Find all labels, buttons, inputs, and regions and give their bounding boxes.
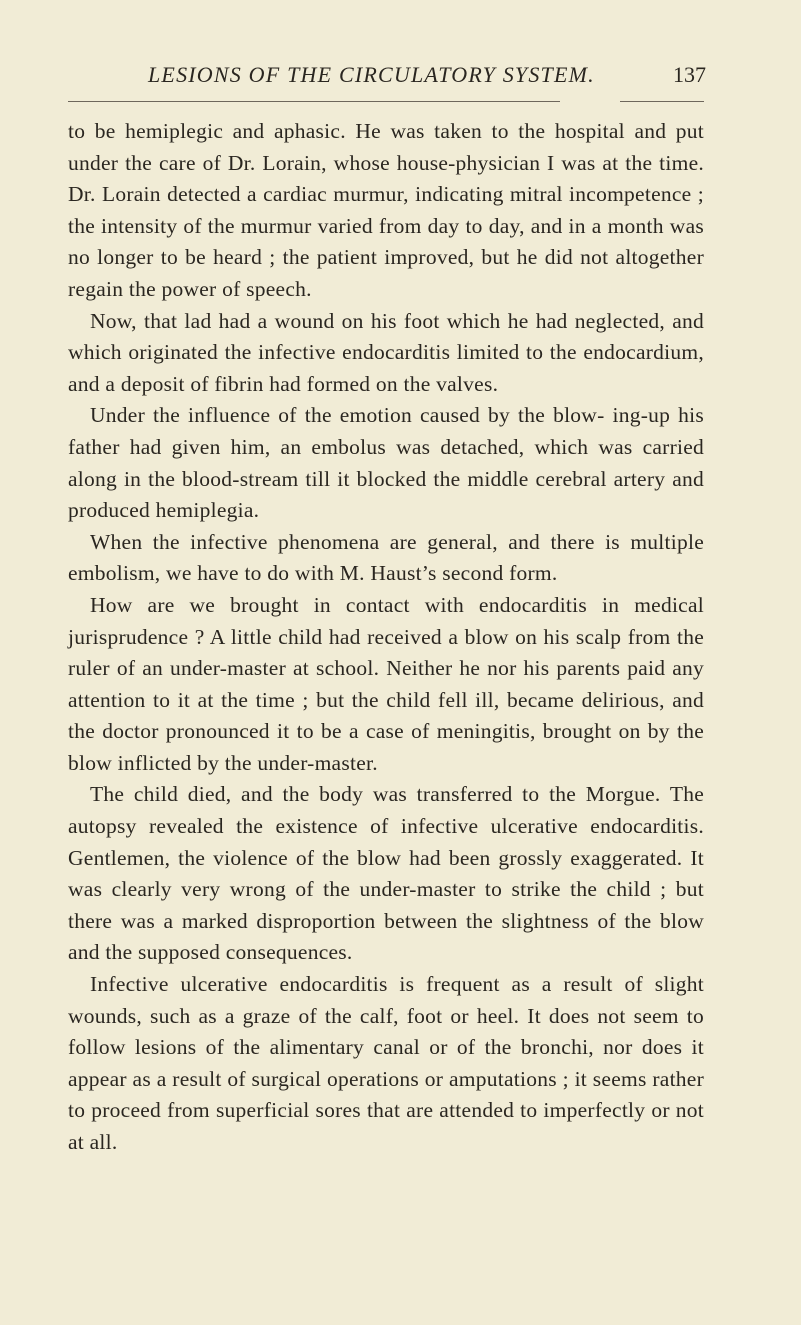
running-title: LESIONS OF THE CIRCULATORY SYSTEM. — [148, 62, 595, 87]
paragraph: Infective ulcerative endocarditis is frequent as a result of slight wounds, such as a graze of the calf, foot or heel. It does not seem to follow lesions of the alimentary canal or of the bronchi, nor does it appear as a result of surgical operations or amputations ; it seems rather to proceed from superficial sores that are attended to imperfectly or not at all. — [68, 972, 704, 1154]
paragraph: How are we brought in contact with endocarditis in medical jurisprudence ? A little child had received a blow on his scalp from the ruler of an under-master at school. Neither he nor his parents paid any attention to it at the time ; but the child fell ill, became delirious, and the doctor pronounced it to be a case of meningitis, brought on by the blow inflicted by the under-master. — [68, 592, 704, 775]
paragraph-continued: to be hemiplegic and aphasic. He was taken to the hospital and put under the care of Dr. Lorain, whose house-physician I was at the time. Dr. Lorain detected a cardiac murmur, indicating mitral incompetence ; the intensity of the murmur varied from day to day, and in a month was no longer to be heard ; the patient improved, but he did not altogether regain the power of speech. — [68, 119, 704, 301]
paragraph: The child died, and the body was transferred to the Morgue. The autopsy revealed the existence of infective ulcerative endocarditis. Gentlemen, the violence of the blow had been grossly exaggerated. It was clearly very wrong of the under-master to strike the child ; but there was a marked disproportion between the slightness of the blow and the supposed consequences. — [68, 782, 704, 965]
page-number: 137 — [673, 62, 706, 87]
header-rule-gap — [560, 100, 620, 103]
paragraph: When the infective phenomena are general, and there is multiple embolism, we have to do with M. Haust’s second form. — [68, 529, 704, 586]
paragraph: Now, that lad had a wound on his foot which he had neglected, and which originated the infective endocarditis limited to the endocardium, and a deposit of fibrin had formed on the valves. — [68, 308, 704, 396]
paragraph: Under the influence of the emotion caused by the blow- ing-up his father had given him, an embolus was detached, which was carried along in the blood-stream till it blocked the middle cerebral artery and produced hemiplegia. — [68, 403, 704, 523]
running-head — [68, 58, 708, 98]
body-text — [68, 116, 704, 1159]
